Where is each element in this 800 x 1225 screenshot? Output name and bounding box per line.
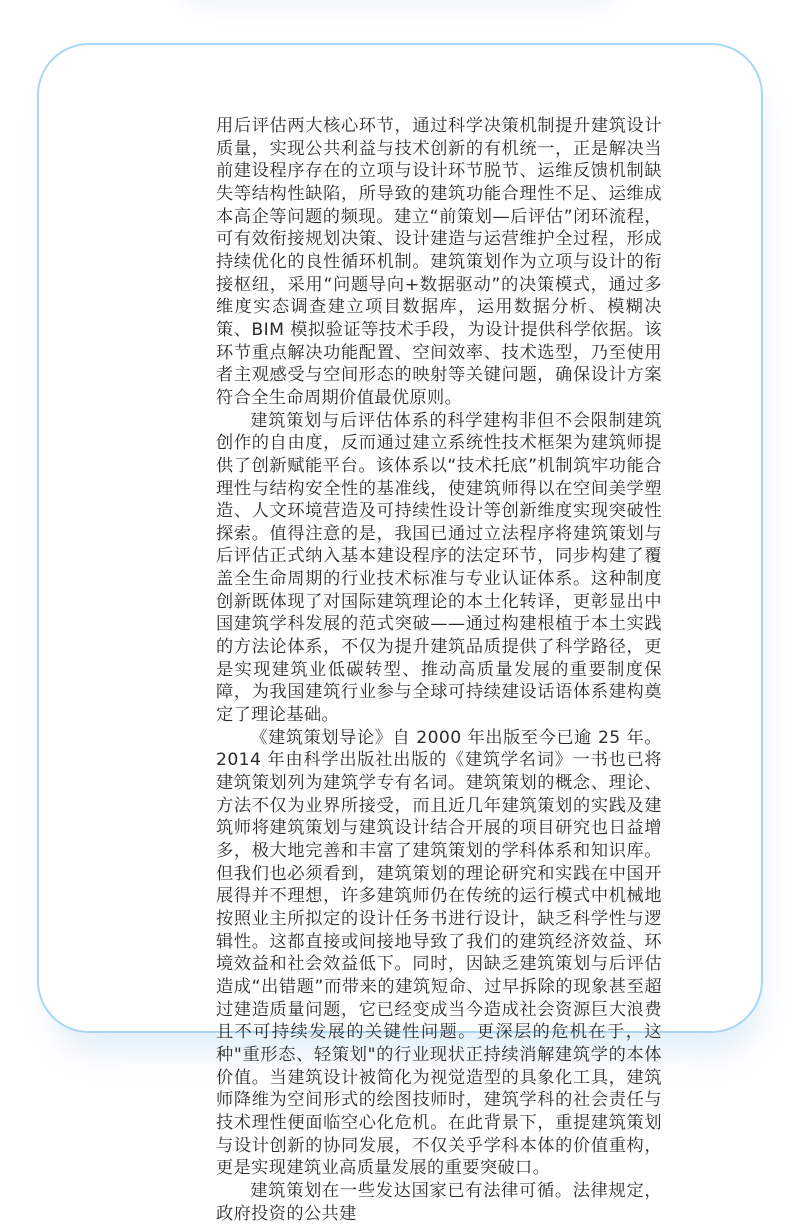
- paragraph-3: 《建筑策划导论》自 2000 年出版至今已逾 25 年。2014 年由科学出版社出版的《建筑学名词》一书也已将建筑策划列为建筑学专有名词。建筑策划的概念、理论、方法不仅为业界所接受，而且近几年建筑策划的实践及建筑师将建筑策划与建筑设计结合开展的项目研究也日益增多，极大地完善和丰富了建筑策划的学科体系和知识库。但我们也必须看到，建筑策划的理论研究和实践在中国开展得并不理想，许多建筑师仍在传统的运行模式中机械地按照业主所拟定的设计任务书进行设计，缺乏科学性与逻辑性。这都直接或间接地导致了我们的建筑经济效益、环境效益和社会效益低下。同时，因缺乏建筑策划与后评估造成“出错题”而带来的建筑短命、过早拆除的现象甚至超过建造质量问题，它已经变成当今造成社会资源巨大浪费且不可持续发展的关键性问题。更深层的危机在于，这种"重形态、轻策划"的行业现状正持续消解建筑学的本体价值。当建筑设计被简化为视觉造型的具象化工具，建筑师降维为空间形式的绘图技师时，建筑学科的社会责任与技术理性便面临空心化危机。在此背景下，重提建筑策划与设计创新的协同发展，不仅关乎学科本体的价值重构，更是实现建筑业高质量发展的重要突破口。: [216, 727, 662, 1179]
- paragraph-1: 用后评估两大核心环节，通过科学决策机制提升建筑设计质量，实现公共利益与技术创新的有机统一，正是解决当前建设程序存在的立项与设计环节脱节、运维反馈机制缺失等结构性缺陷，所导致的建筑功能合理性不足、运维成本高企等问题的频现。建立“前策划—后评估”闭环流程，可有效衔接规划决策、设计建造与运营维护全过程，形成持续优化的良性循环机制。建筑策划作为立项与设计的衔接枢纽，采用“问题导向+数据驱动”的决策模式，通过多维度实态调查建立项目数据库，运用数据分析、模糊决策、BIM 模拟验证等技术手段，为设计提供科学依据。该环节重点解决功能配置、空间效率、技术选型，乃至使用者主观感受与空间形态的映射等关键问题，确保设计方案符合全生命周期价值最优原则。: [216, 116, 662, 408]
- previous-card-shadow: [180, 0, 620, 10]
- paragraph-2: 建筑策划与后评估体系的科学建构非但不会限制建筑创作的自由度，反而通过建立系统性技术框架为建筑师提供了创新赋能平台。该体系以“技术托底”机制筑牢功能合理性与结构安全性的基准线，使建筑师得以在空间美学塑造、人文环境营造及可持续性设计等创新维度实现突破性探索。值得注意的是，我国已通过立法程序将建筑策划与后评估正式纳入基本建设程序的法定环节，同步构建了覆盖全生命周期的行业技术标准与专业认证体系。这种制度创新既体现了对国际建筑理论的本土化转译，更彰显出中国建筑学科发展的范式突破——通过构建根植于本土实践的方法论体系，不仅为提升建筑品质提供了科学路径，更是实现建筑业低碳转型、推动高质量发展的重要制度保障，为我国建筑行业参与全球可持续建设话语体系建构奠定了理论基础。: [216, 410, 662, 726]
- document-body: [216, 115, 662, 1225]
- paragraph-4: 建筑策划在一些发达国家已有法律可循。法律规定，政府投资的公共建: [216, 1180, 662, 1224]
